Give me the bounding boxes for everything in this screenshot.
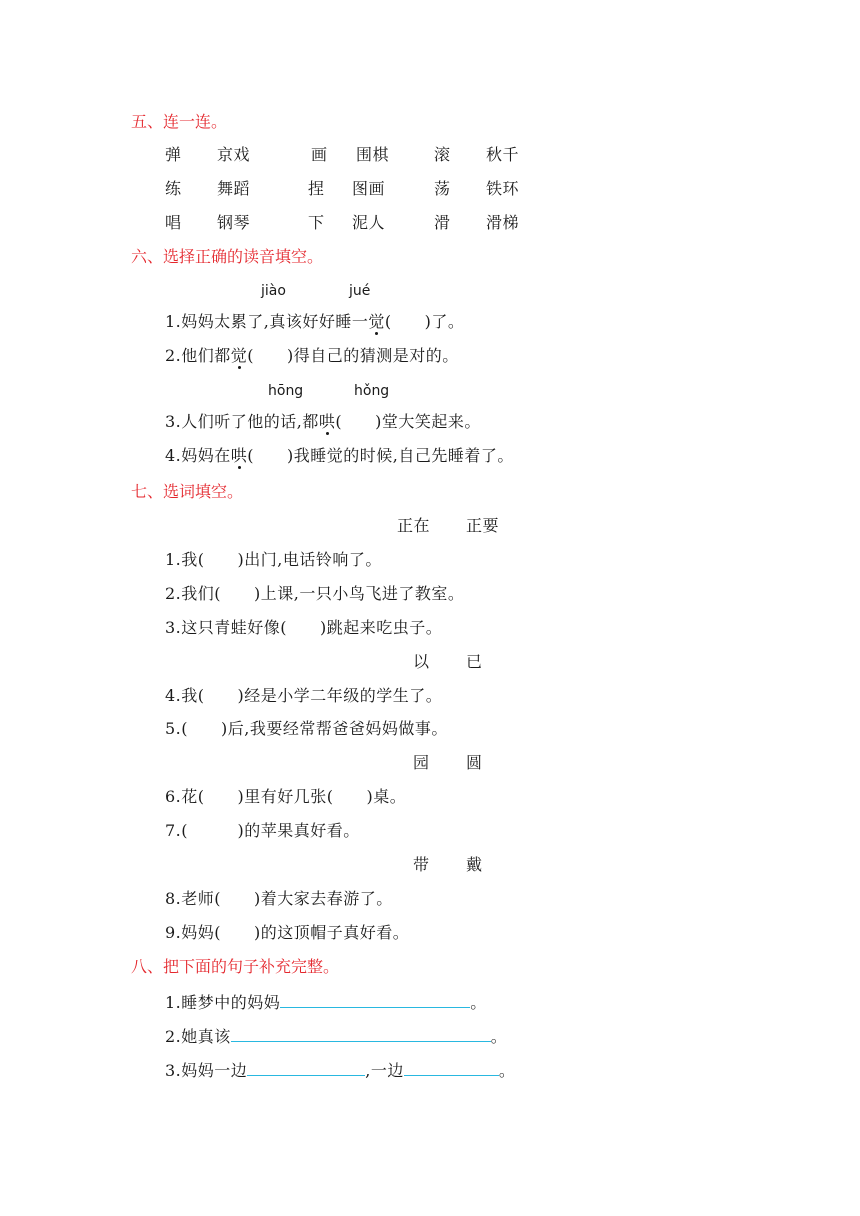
match-word: 京戏 <box>217 145 251 164</box>
question-7-6: 6.花( )里有好几张( )桌。 <box>165 787 407 806</box>
word-option: 正在 <box>397 516 431 535</box>
pinyin-option: jué <box>349 283 371 299</box>
question-text: ( )堂大笑起来。 <box>335 412 481 431</box>
dotted-character: 觉 <box>230 346 248 365</box>
question-7-2: 2.我们( )上课,一只小鸟飞进了教室。 <box>165 584 465 603</box>
question-text: 3.妈妈一边 <box>165 1061 248 1080</box>
match-word: 荡 <box>434 179 451 198</box>
match-word: 滑梯 <box>486 213 520 232</box>
word-option: 以 <box>413 652 430 671</box>
question-7-8: 8.老师( )着大家去春游了。 <box>165 889 393 908</box>
answer-line[interactable] <box>247 1061 365 1076</box>
word-option: 正要 <box>466 516 500 535</box>
match-word: 舞蹈 <box>217 179 251 198</box>
question-8-2 <box>165 1027 507 1045</box>
dotted-character: 哄 <box>230 446 248 465</box>
match-word: 练 <box>165 179 182 198</box>
question-text: 1.睡梦中的妈妈 <box>165 993 281 1012</box>
match-word: 下 <box>308 213 325 232</box>
question-6-3 <box>165 414 481 430</box>
question-7-4: 4.我( )经是小学二年级的学生了。 <box>165 686 443 705</box>
question-7-7: 7.( )的苹果真好看。 <box>165 821 360 840</box>
answer-line[interactable] <box>231 1027 491 1042</box>
word-option: 已 <box>466 652 483 671</box>
question-8-1 <box>165 993 487 1011</box>
question-7-5: 5.( )后,我要经常帮爸爸妈妈做事。 <box>165 719 448 738</box>
match-word: 捏 <box>308 179 325 198</box>
question-7-9: 9.妈妈( )的这顶帽子真好看。 <box>165 923 410 942</box>
question-text: ( )了。 <box>384 312 465 331</box>
question-text: 3.人们听了他的话,都 <box>165 412 319 431</box>
match-word: 泥人 <box>352 213 386 232</box>
answer-line[interactable] <box>280 993 470 1008</box>
question-text: 1.妈妈太累了,真该好好睡一 <box>165 312 369 331</box>
question-6-2 <box>165 348 459 364</box>
word-option: 圆 <box>466 753 483 772</box>
question-text: 。 <box>498 1061 516 1080</box>
pinyin-option: hǒng <box>354 383 390 399</box>
match-word: 铁环 <box>486 179 520 198</box>
section-6-heading: 六、选择正确的读音填空。 <box>131 247 324 266</box>
dotted-character: 觉 <box>368 312 385 331</box>
word-option: 带 <box>413 855 430 874</box>
question-text: 4.妈妈在 <box>165 446 231 465</box>
match-word: 围棋 <box>356 145 390 164</box>
match-word: 唱 <box>165 213 182 232</box>
word-option: 园 <box>413 753 430 772</box>
match-word: 秋千 <box>486 145 520 164</box>
question-text: 。 <box>490 1027 508 1046</box>
match-word: 钢琴 <box>217 213 251 232</box>
question-text: ( )我睡觉的时候,自己先睡着了。 <box>247 446 514 465</box>
match-word: 画 <box>311 145 328 164</box>
pinyin-option: jiào <box>261 283 286 299</box>
word-option: 戴 <box>466 855 483 874</box>
question-7-1: 1.我( )出门,电话铃响了。 <box>165 550 382 569</box>
question-7-3: 3.这只青蛙好像( )跳起来吃虫子。 <box>165 618 443 637</box>
section-7-heading: 七、选词填空。 <box>131 482 244 501</box>
question-text: 2.她真该 <box>165 1027 231 1046</box>
answer-line[interactable] <box>404 1061 499 1076</box>
section-5-heading: 五、连一连。 <box>131 112 228 131</box>
question-text: 。 <box>470 993 487 1012</box>
match-word: 弹 <box>165 145 182 164</box>
question-text: ,一边 <box>365 1061 404 1080</box>
question-text: ( )得自己的猜测是对的。 <box>247 346 459 365</box>
match-word: 滑 <box>434 213 451 232</box>
question-text: 2.他们都 <box>165 346 231 365</box>
question-6-4 <box>165 448 514 464</box>
match-word: 滚 <box>434 145 451 164</box>
section-8-heading: 八、把下面的句子补充完整。 <box>131 957 340 976</box>
pinyin-option: hōng <box>268 383 304 399</box>
question-6-1 <box>165 314 464 330</box>
question-8-3 <box>165 1061 515 1079</box>
dotted-character: 哄 <box>318 412 336 431</box>
match-word: 图画 <box>352 179 386 198</box>
